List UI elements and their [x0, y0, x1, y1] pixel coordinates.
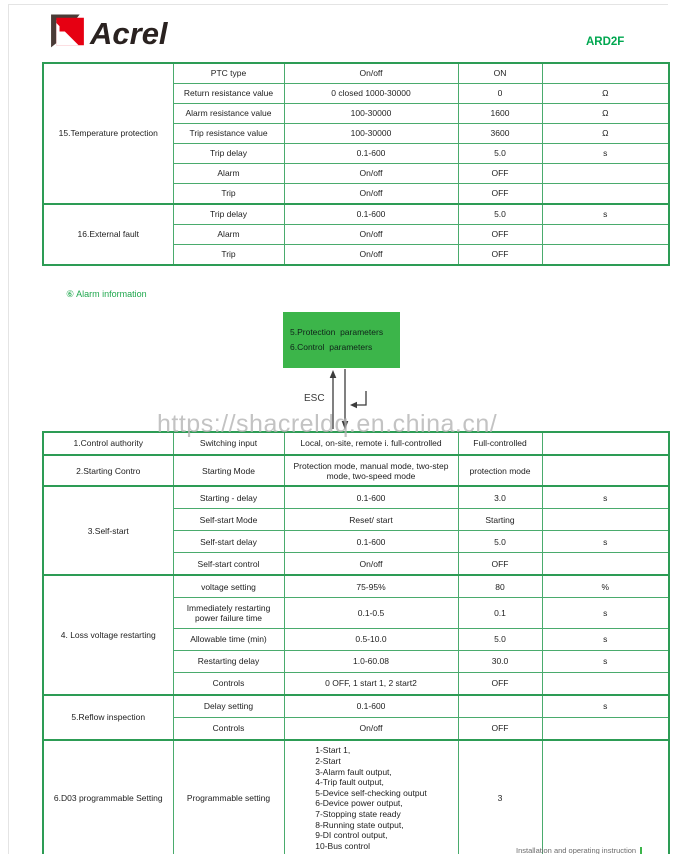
table-cell	[542, 672, 669, 695]
table-cell: Allowable time (min)	[173, 628, 284, 650]
table-cell: Starting - delay	[173, 486, 284, 509]
table-cell: 3.0	[458, 486, 542, 509]
table-cell: 0.1-600	[284, 531, 458, 553]
table-cell	[542, 553, 669, 576]
group-label: 6.D03 programmable Setting	[43, 740, 173, 854]
table-cell: 80	[458, 575, 542, 598]
group-label: 1.Control authority	[43, 432, 173, 455]
watermark-url: https://shacreldq.en.china.cn/	[157, 410, 498, 438]
table-cell: 5.0	[458, 204, 542, 225]
table-cell: Starting Mode	[173, 455, 284, 486]
table-cell: 5.0	[458, 531, 542, 553]
table-cell: 0 OFF, 1 start 1, 2 start2	[284, 672, 458, 695]
table-row	[43, 63, 669, 84]
table-row	[43, 486, 669, 509]
table-cell: Restarting delay	[173, 650, 284, 672]
table-cell: s	[542, 531, 669, 553]
table-cell: Ω	[542, 124, 669, 144]
table-cell: 0.1	[458, 598, 542, 628]
group-label: 5.Reflow inspection	[43, 695, 173, 740]
parameter-group	[43, 204, 669, 265]
logo-wordmark: Acrel	[90, 16, 168, 51]
table-cell: ON	[458, 63, 542, 84]
table-cell: Alarm	[173, 225, 284, 245]
table-cell: OFF	[458, 245, 542, 266]
table-cell: Delay setting	[173, 695, 284, 718]
table-cell: 0.5-10.0	[284, 628, 458, 650]
table-cell: Self-start delay	[173, 531, 284, 553]
table-row	[43, 695, 669, 718]
table-cell	[542, 225, 669, 245]
table-cell: protection mode	[458, 455, 542, 486]
group-label: 2.Starting Contro	[43, 455, 173, 486]
table-cell	[542, 184, 669, 205]
table-cell: Programmable setting	[173, 740, 284, 854]
table-cell: OFF	[458, 225, 542, 245]
arrow-up-icon	[330, 370, 337, 378]
page-edge-left	[8, 4, 9, 854]
acrel-logo	[50, 13, 168, 55]
parameter-group	[43, 63, 669, 204]
table-cell: OFF	[458, 553, 542, 576]
table-row	[43, 575, 669, 598]
table-cell: OFF	[458, 717, 542, 740]
table-cell: Trip delay	[173, 144, 284, 164]
table-cell: 5.0	[458, 144, 542, 164]
menu-screen-box	[283, 312, 400, 368]
table-cell: 0 closed 1000-30000	[284, 84, 458, 104]
table-cell: Ω	[542, 84, 669, 104]
table-cell: %	[542, 575, 669, 598]
parameter-group	[43, 455, 669, 486]
table-cell: Full-controlled	[458, 432, 542, 455]
table-cell: s	[542, 204, 669, 225]
parameter-group	[43, 575, 669, 694]
table-cell	[542, 509, 669, 531]
table-cell: Trip delay	[173, 204, 284, 225]
table-cell: OFF	[458, 672, 542, 695]
table-cell: 0	[458, 84, 542, 104]
table-row	[43, 432, 669, 455]
parameter-group	[43, 486, 669, 575]
table-cell: Self-start control	[173, 553, 284, 576]
group-label: 15.Temperature protection	[43, 63, 173, 204]
section-heading: ⑥ Alarm information	[66, 289, 147, 299]
table-cell	[542, 245, 669, 266]
table-cell	[458, 695, 542, 718]
protection-parameters-table	[42, 62, 670, 266]
footer-caption	[516, 846, 642, 854]
group-label: 3.Self-start	[43, 486, 173, 575]
table-cell: 1600	[458, 104, 542, 124]
table-cell: Self-start Mode	[173, 509, 284, 531]
table-cell: Trip resistance value	[173, 124, 284, 144]
table-cell	[542, 432, 669, 455]
table-cell: Starting	[458, 509, 542, 531]
table-cell: s	[542, 695, 669, 718]
table-cell: Local, on-site, remote i. full-controlled	[284, 432, 458, 455]
table-cell: 30.0	[458, 650, 542, 672]
table-cell	[542, 164, 669, 184]
table-cell: voltage setting	[173, 575, 284, 598]
table-cell: 0.1-0.5	[284, 598, 458, 628]
group-label: 4. Loss voltage restarting	[43, 575, 173, 694]
table-cell: On/off	[284, 63, 458, 84]
parameter-group	[43, 695, 669, 740]
esc-key-label: ESC	[304, 393, 325, 404]
table-cell	[542, 740, 669, 854]
table-cell: On/off	[284, 553, 458, 576]
table-cell: Switching input	[173, 432, 284, 455]
table-cell: On/off	[284, 164, 458, 184]
table-cell: Controls	[173, 672, 284, 695]
table-cell: Alarm	[173, 164, 284, 184]
table-cell: s	[542, 486, 669, 509]
table-cell	[542, 455, 669, 486]
table-cell: 0.1-600	[284, 144, 458, 164]
table-cell: s	[542, 650, 669, 672]
table-cell: s	[542, 144, 669, 164]
table-cell: s	[542, 628, 669, 650]
table-cell: Controls	[173, 717, 284, 740]
product-code: ARD2F	[586, 36, 625, 48]
table-cell: 3	[458, 740, 542, 854]
group-label: 16.External fault	[43, 204, 173, 265]
page-edge-top	[8, 4, 668, 5]
table-cell: s	[542, 598, 669, 628]
menu-item-control: 6.Control parameters	[290, 342, 373, 352]
table-cell: Ω	[542, 104, 669, 124]
table-cell: 1-Start 1, 2-Start 3-Alarm fault output, 4-Trip fault output, 5-Device self-checking output 6-Device power output, 7-Stopping state ready 8-Running state output, 9-DI control output, 10-Bus control	[284, 740, 458, 854]
table-cell: 0.1-600	[284, 695, 458, 718]
table-cell	[542, 717, 669, 740]
table-cell: Immediately restarting power failure time	[173, 598, 284, 628]
table-cell: Trip	[173, 245, 284, 266]
table-cell	[542, 63, 669, 84]
table-cell: Return resistance value	[173, 84, 284, 104]
table-cell: Trip	[173, 184, 284, 205]
table-cell: PTC type	[173, 63, 284, 84]
table-cell: 3600	[458, 124, 542, 144]
table-cell: On/off	[284, 225, 458, 245]
table-cell: 1.0-60.08	[284, 650, 458, 672]
footer-page-tick	[640, 847, 642, 854]
table-row	[43, 455, 669, 486]
table-cell: OFF	[458, 184, 542, 205]
control-parameters-table	[42, 431, 670, 854]
table-cell: 0.1-600	[284, 486, 458, 509]
footer-text: Installation and operating instruction	[516, 846, 637, 854]
table-cell: Alarm resistance value	[173, 104, 284, 124]
table-cell: Reset/ start	[284, 509, 458, 531]
menu-item-protection: 5.Protection parameters	[290, 327, 384, 337]
table-cell: On/off	[284, 184, 458, 205]
arrow-down-icon	[342, 421, 349, 430]
acrel-logo-icon	[50, 13, 86, 55]
table-row	[43, 740, 669, 854]
table-row	[43, 204, 669, 225]
table-cell: 100-30000	[284, 104, 458, 124]
table-cell: On/off	[284, 717, 458, 740]
parameter-group	[43, 432, 669, 455]
table-cell: 0.1-600	[284, 204, 458, 225]
table-cell: On/off	[284, 245, 458, 266]
table-cell: OFF	[458, 164, 542, 184]
table-cell: 5.0	[458, 628, 542, 650]
table-cell: 100-30000	[284, 124, 458, 144]
parameter-group	[43, 740, 669, 854]
table-cell: 75-95%	[284, 575, 458, 598]
table-cell: Protection mode, manual mode, two-step mode, two-speed mode	[284, 455, 458, 486]
